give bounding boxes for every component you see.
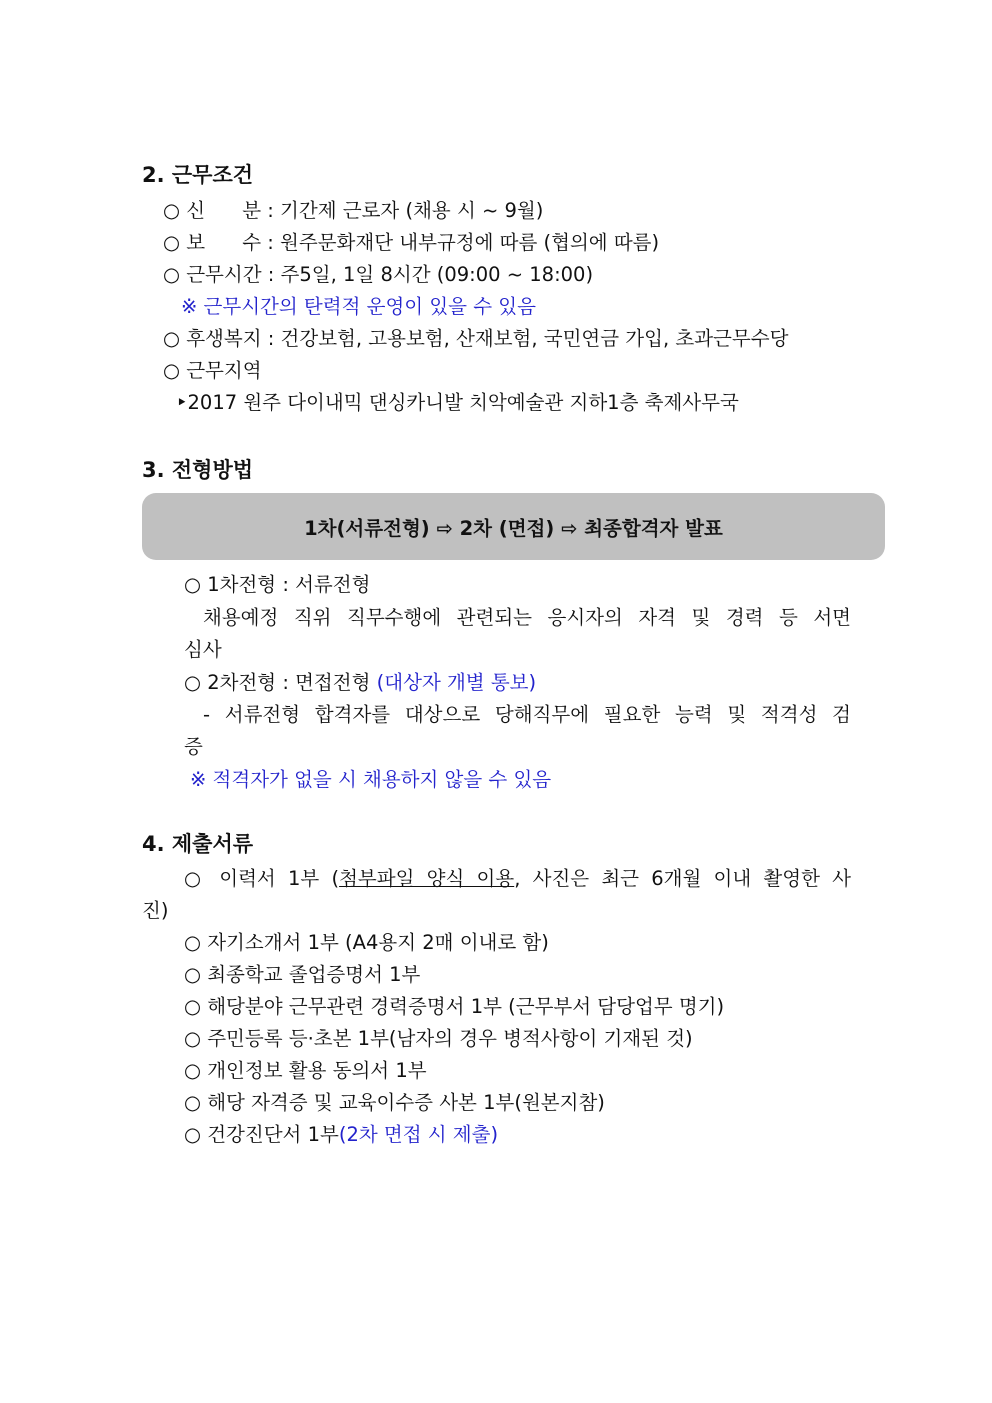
resume-photo-note: , 사진은 최근 6개월 이내 촬영한 사 (514, 867, 851, 890)
health-cert-label: ○ 건강진단서 1부 (184, 1123, 339, 1146)
item-self-intro: ○ 자기소개서 1부 (A4용지 2매 이내로 함) (184, 931, 549, 954)
second-stage-note: (대상자 개별 통보) (376, 671, 537, 694)
item-pay: ○ 보 수 : 원주문화재단 내부규정에 따름 (협의에 따름) (163, 231, 660, 254)
item-welfare: ○ 후생복지 : 건강보험, 고용보험, 산재보험, 국민연금 가입, 초과근무수당 (163, 327, 789, 350)
second-stage-desc-cont: 증 (184, 735, 203, 758)
health-cert-note: (2차 면접 시 제출) (338, 1123, 499, 1146)
item-first-stage: ○ 1차전형 : 서류전형 (184, 573, 371, 596)
selection-note: ※ 적격자가 없을 시 채용하지 않을 수 있음 (190, 768, 552, 791)
item-status: ○ 신 분 : 기간제 근로자 (채용 시 ~ 9월) (163, 199, 544, 222)
first-stage-desc-cont: 심사 (184, 638, 222, 661)
item-resident-registration: ○ 주민등록 등·초본 1부(남자의 경우 병적사항이 기재된 것) (184, 1027, 693, 1050)
item-resume (184, 866, 851, 892)
hours-note: ※ 근무시간의 탄력적 운영이 있을 수 있음 (181, 295, 536, 318)
resume-attachment-note: 첨부파일 양식 이용 (339, 867, 515, 890)
item-resume-cont: 진) (142, 899, 169, 922)
second-stage-desc: - 서류전형 합격자를 대상으로 당해직무에 필요한 능력 및 적격성 검 (203, 703, 851, 726)
region-detail: ‣2017 원주 다이내믹 댄싱카니발 치악예술관 지하1층 축제사무국 (176, 391, 739, 414)
section-heading-documents: 4. 제출서류 (142, 832, 254, 856)
item-region: ○ 근무지역 (163, 359, 262, 382)
second-stage-label: ○ 2차전형 : 면접전형 (184, 671, 377, 694)
item-second-stage (184, 670, 536, 696)
selection-process-text: 1차(서류전형) ⇨ 2차 (면접) ⇨ 최종합격자 발표 (304, 516, 723, 540)
item-graduation-cert: ○ 최종학교 졸업증명서 1부 (184, 963, 421, 986)
item-hours: ○ 근무시간 : 주5일, 1일 8시간 (09:00 ~ 18:00) (163, 263, 594, 286)
selection-process-banner (142, 493, 885, 560)
resume-label: ○ 이력서 1부 ( (184, 867, 340, 890)
item-health-cert (184, 1122, 498, 1148)
first-stage-desc: 채용예정 직위 직무수행에 관련되는 응시자의 자격 및 경력 등 서면 (203, 606, 851, 629)
section-heading-conditions: 2. 근무조건 (142, 163, 254, 187)
section-heading-selection: 3. 전형방법 (142, 458, 254, 482)
item-career-cert: ○ 해당분야 근무관련 경력증명서 1부 (근무부서 담당업무 명기) (184, 995, 725, 1018)
item-privacy-consent: ○ 개인정보 활용 동의서 1부 (184, 1059, 427, 1082)
item-license-copy: ○ 해당 자격증 및 교육이수증 사본 1부(원본지참) (184, 1091, 605, 1114)
